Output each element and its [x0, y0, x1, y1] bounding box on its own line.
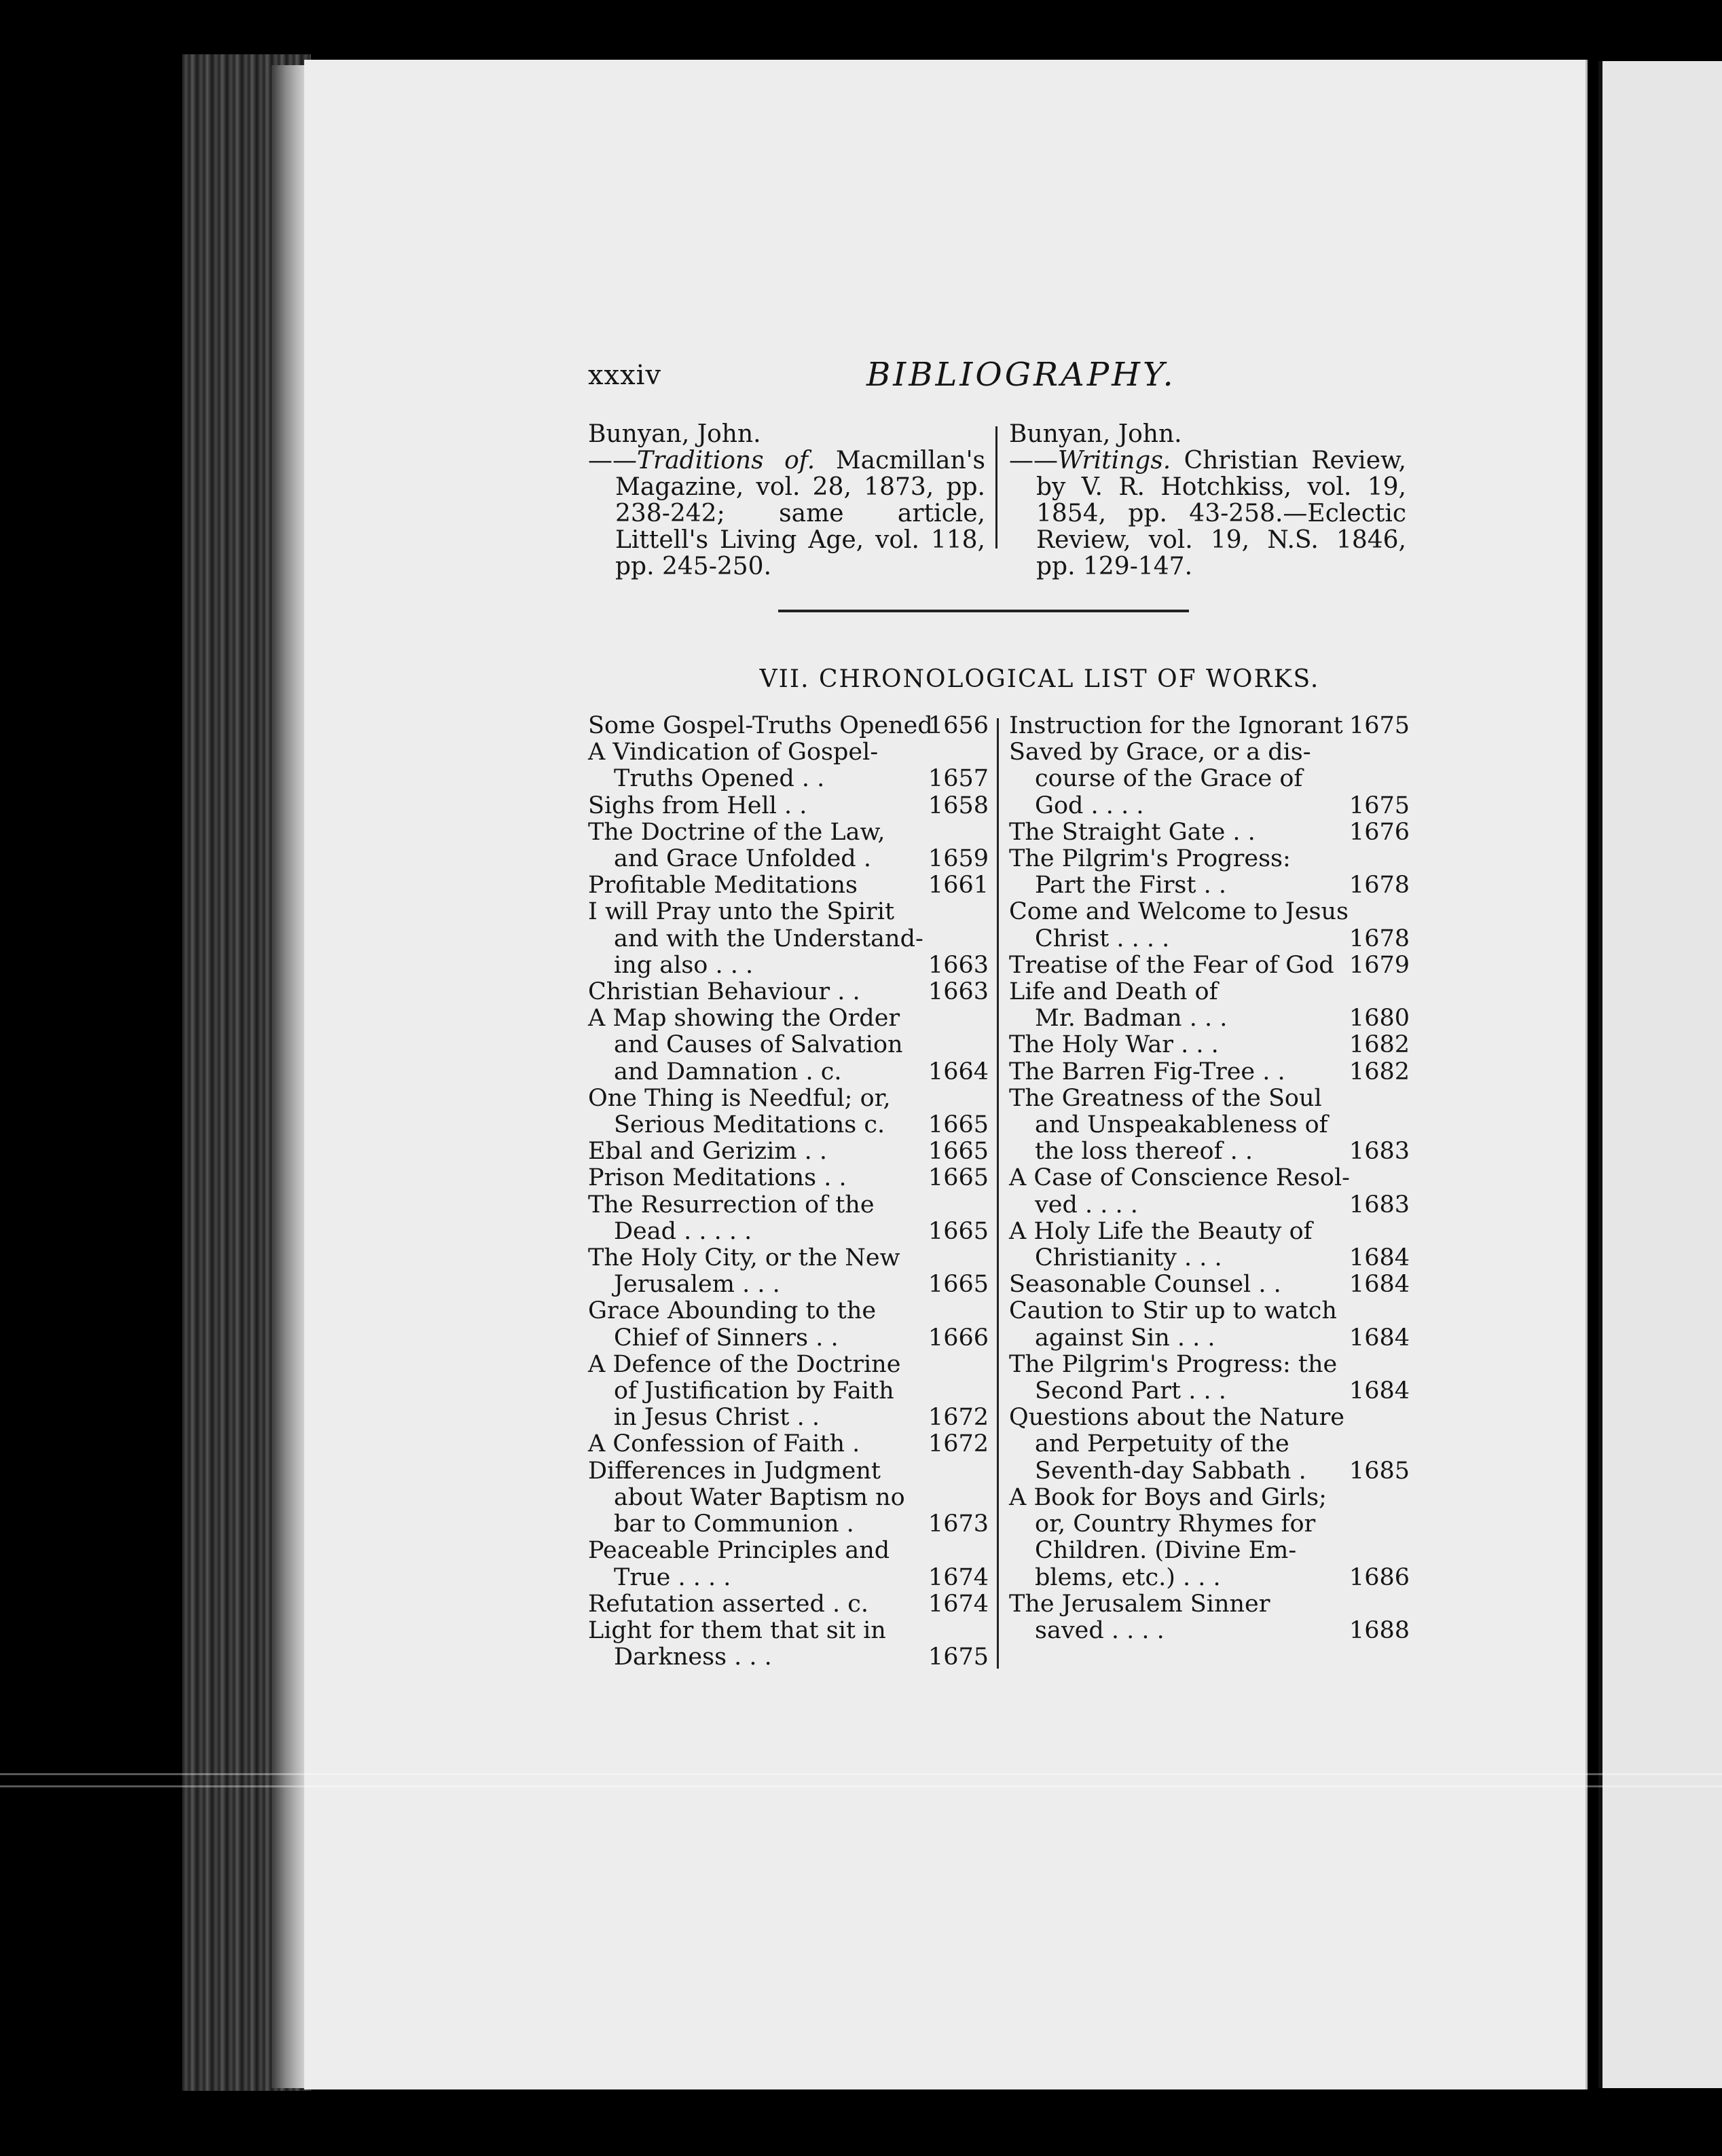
- reference-line: 238-242; same article, Littell's: [615, 500, 985, 554]
- scan-artifact-line: [0, 1785, 1722, 1787]
- work-year: 1684: [1349, 1377, 1410, 1405]
- work-title-line: One Thing is Needful; or,: [588, 1084, 891, 1112]
- work-title-line: The Jerusalem Sinner: [1009, 1590, 1270, 1618]
- work-entry: [1009, 819, 1410, 846]
- reference-title: Writings.: [1058, 447, 1171, 475]
- work-year: 1659: [928, 845, 989, 873]
- column-divider: [997, 718, 999, 1669]
- works-column-left: [588, 713, 989, 1671]
- work-title-line: Seventh-day Sabbath .: [1035, 1457, 1306, 1485]
- page-number: xxxiv: [588, 360, 662, 391]
- reference-line: vol. 19, N.S. 1846, pp. 129-147.: [1036, 526, 1406, 580]
- work-title-line: The Resurrection of the: [588, 1191, 875, 1219]
- work-title-line: A Book for Boys and Girls;: [1009, 1483, 1327, 1511]
- work-entry: [588, 1245, 989, 1298]
- work-entry: [588, 819, 989, 872]
- reference-entry: [1009, 421, 1406, 580]
- work-title-line: A Map showing the Order: [588, 1005, 900, 1033]
- work-year: 1678: [1349, 872, 1410, 899]
- work-title-line: in Jesus Christ . .: [614, 1404, 820, 1432]
- work-title-line: ing also . . .: [614, 951, 754, 979]
- work-title-line: A Holy Life the Beauty of: [1009, 1217, 1313, 1245]
- work-year: 1685: [1349, 1457, 1410, 1485]
- work-title-line: Second Part . . .: [1035, 1377, 1226, 1405]
- work-entry: [1009, 1591, 1410, 1644]
- work-title-line: The Greatness of the Soul: [1009, 1084, 1322, 1112]
- page-gutter: [272, 65, 307, 2088]
- work-entry: [1009, 1059, 1410, 1085]
- work-entry: [1009, 713, 1410, 739]
- reference-line: by V. R. Hotchkiss, vol. 19, 1854,: [1036, 473, 1406, 527]
- work-entry: [588, 1352, 989, 1432]
- scan-artifact-line: [0, 1773, 1722, 1775]
- work-title-line: The Holy City, or the New: [588, 1244, 900, 1272]
- work-title-line: against Sin . . .: [1035, 1324, 1215, 1352]
- work-title-line: Christianity . . .: [1035, 1244, 1222, 1272]
- work-title-line: blems, etc.) . . .: [1035, 1563, 1221, 1591]
- reference-body: [588, 447, 985, 580]
- work-year: 1684: [1349, 1324, 1410, 1352]
- work-year: 1665: [928, 1217, 989, 1245]
- work-title-line: and Unspeakableness of: [1035, 1111, 1328, 1139]
- work-year: 1658: [928, 792, 989, 819]
- work-entry: [588, 713, 989, 739]
- work-entry: [588, 1192, 989, 1245]
- work-title-line: Truths Opened . .: [614, 765, 825, 793]
- work-entry: [1009, 1405, 1410, 1485]
- work-year: 1688: [1349, 1616, 1410, 1644]
- work-title-line: Darkness . . .: [614, 1643, 772, 1671]
- reference-line: Magazine, vol. 28, 1873, pp.: [615, 473, 985, 501]
- work-year: 1665: [928, 1271, 989, 1299]
- work-year: 1665: [928, 1111, 989, 1139]
- work-title-line: Ebal and Gerizim . .: [588, 1138, 827, 1166]
- work-year: 1675: [928, 1643, 989, 1671]
- work-title-line: Treatise of the Fear of God: [1009, 951, 1334, 979]
- work-entry: [588, 1538, 989, 1591]
- work-year: 1664: [928, 1058, 989, 1085]
- work-title-line: God . . . .: [1035, 792, 1144, 819]
- work-title-line: saved . . . .: [1035, 1616, 1165, 1644]
- work-year: 1676: [1349, 818, 1410, 846]
- work-title-line: Chief of Sinners . .: [614, 1324, 839, 1352]
- work-title-line: Some Gospel-Truths Opened: [588, 712, 933, 739]
- work-entry: [1009, 1485, 1410, 1591]
- work-title-line: Jerusalem . . .: [614, 1271, 780, 1299]
- reference-dash: ——: [588, 447, 637, 475]
- facing-page-edge: [1598, 61, 1722, 2088]
- work-entry: [1009, 899, 1410, 952]
- reference-title: Traditions of.: [637, 447, 816, 475]
- section-heading: VII. CHRONOLOGICAL LIST OF WORKS.: [759, 665, 1320, 693]
- work-entry: [588, 1005, 989, 1085]
- work-entry: [1009, 846, 1410, 899]
- work-title-line: Saved by Grace, or a dis-: [1009, 739, 1311, 766]
- work-year: 1673: [928, 1510, 989, 1538]
- work-year: 1666: [928, 1324, 989, 1352]
- work-year: 1672: [928, 1430, 989, 1458]
- work-entry: [1009, 1219, 1410, 1271]
- work-title-line: the loss thereof . .: [1035, 1138, 1253, 1166]
- work-title-line: Dead . . . . .: [614, 1217, 752, 1245]
- running-head: [588, 356, 1403, 401]
- work-title-line: Come and Welcome to Jesus: [1009, 898, 1349, 926]
- work-title-line: about Water Baptism no: [614, 1483, 905, 1511]
- work-year: 1672: [928, 1404, 989, 1432]
- work-title-line: Caution to Stir up to watch: [1009, 1297, 1337, 1325]
- reference-line: Macmillan's: [835, 447, 985, 475]
- work-entry: [1009, 1271, 1410, 1298]
- work-entry: [588, 1458, 989, 1538]
- work-year: 1684: [1349, 1244, 1410, 1272]
- work-title-line: The Pilgrim's Progress:: [1009, 845, 1291, 873]
- work-title-line: A Defence of the Doctrine: [588, 1350, 901, 1378]
- work-title-line: Mr. Badman . . .: [1035, 1005, 1228, 1033]
- work-title-line: A Vindication of Gospel-: [588, 739, 879, 766]
- work-title-line: Seasonable Counsel . .: [1009, 1271, 1281, 1299]
- work-year: 1665: [928, 1138, 989, 1166]
- work-year: 1661: [928, 872, 989, 899]
- reference-entry: [588, 421, 985, 580]
- work-title-line: of Justification by Faith: [614, 1377, 894, 1405]
- section-rule: [778, 610, 1189, 612]
- work-title-line: Sighs from Hell . .: [588, 792, 807, 819]
- reference-line: Living Age, vol. 118, pp. 245-250.: [615, 526, 986, 580]
- work-title-line: or, Country Rhymes for: [1035, 1510, 1316, 1538]
- work-title-line: I will Pray unto the Spirit: [588, 898, 895, 926]
- work-year: 1683: [1349, 1191, 1410, 1219]
- work-title-line: Light for them that sit in: [588, 1616, 886, 1644]
- work-entry: [588, 1085, 989, 1138]
- work-title-line: Refutation asserted . c.: [588, 1590, 869, 1618]
- work-entry: [588, 1591, 989, 1618]
- work-title-line: Life and Death of: [1009, 978, 1218, 1006]
- work-year: 1665: [928, 1164, 989, 1192]
- work-entry: [588, 1165, 989, 1191]
- work-entry: [1009, 1352, 1410, 1405]
- work-title-line: The Pilgrim's Progress: the: [1009, 1350, 1338, 1378]
- work-title-line: A Confession of Faith .: [588, 1430, 860, 1458]
- work-year: 1674: [928, 1590, 989, 1618]
- work-title-line: The Holy War . . .: [1009, 1031, 1219, 1059]
- work-title-line: The Doctrine of the Law,: [588, 818, 885, 846]
- work-entry: [1009, 1165, 1410, 1218]
- work-year: 1684: [1349, 1271, 1410, 1299]
- work-year: 1656: [928, 712, 989, 739]
- work-entry: [588, 979, 989, 1005]
- work-title-line: and Perpetuity of the: [1035, 1430, 1289, 1458]
- reference-line: Christian Review,: [1184, 447, 1406, 475]
- work-title-line: Prison Meditations . .: [588, 1164, 847, 1192]
- work-title-line: Part the First . .: [1035, 872, 1226, 899]
- work-entry: [1009, 1032, 1410, 1058]
- work-title-line: The Straight Gate . .: [1009, 818, 1256, 846]
- work-title-line: course of the Grace of: [1035, 765, 1303, 793]
- work-entry: [1009, 1298, 1410, 1351]
- work-title-line: Christ . . . .: [1035, 925, 1170, 952]
- reference-author: Bunyan, John.: [1009, 420, 1182, 448]
- work-year: 1682: [1349, 1058, 1410, 1085]
- works-column-right: [1009, 713, 1410, 1644]
- work-entry: [588, 1138, 989, 1165]
- work-year: 1679: [1349, 951, 1410, 979]
- work-entry: [588, 739, 989, 792]
- work-year: 1678: [1349, 925, 1410, 952]
- work-title-line: and Causes of Salvation: [614, 1031, 903, 1059]
- work-year: 1686: [1349, 1563, 1410, 1591]
- reference-author: Bunyan, John.: [588, 420, 761, 448]
- work-entry: [588, 872, 989, 899]
- column-divider: [995, 426, 997, 549]
- work-entry: [588, 1618, 989, 1671]
- reference-body: [1009, 447, 1406, 580]
- reference-line: pp. 43-258.—Eclectic Review,: [1036, 500, 1406, 554]
- work-entry: [1009, 952, 1410, 979]
- work-title-line: Differences in Judgment: [588, 1457, 881, 1485]
- work-title-line: and with the Understand-: [614, 925, 923, 952]
- running-title: BIBLIOGRAPHY.: [866, 356, 1176, 394]
- work-entry: [588, 1298, 989, 1351]
- bibliography-references: [588, 420, 1406, 580]
- work-year: 1683: [1349, 1138, 1410, 1166]
- work-title-line: Children. (Divine Em-: [1035, 1537, 1297, 1565]
- work-title-line: bar to Communion .: [614, 1510, 854, 1538]
- work-title-line: Instruction for the Ignorant: [1009, 712, 1343, 739]
- work-year: 1675: [1349, 712, 1410, 739]
- work-entry: [1009, 1085, 1410, 1166]
- work-title-line: Grace Abounding to the: [588, 1297, 877, 1325]
- work-title-line: ved . . . .: [1035, 1191, 1138, 1219]
- work-entry: [588, 899, 989, 979]
- work-title-line: Christian Behaviour . .: [588, 978, 860, 1006]
- work-year: 1663: [928, 951, 989, 979]
- work-title-line: The Barren Fig-Tree . .: [1009, 1058, 1285, 1085]
- work-title-line: and Damnation . c.: [614, 1058, 842, 1085]
- work-title-line: True . . . .: [614, 1563, 731, 1591]
- reference-dash: ——: [1009, 447, 1058, 475]
- work-title-line: Peaceable Principles and: [588, 1537, 890, 1565]
- work-entry: [588, 1431, 989, 1457]
- work-title-line: and Grace Unfolded .: [614, 845, 871, 873]
- work-entry: [1009, 739, 1410, 819]
- work-year: 1663: [928, 978, 989, 1006]
- work-year: 1674: [928, 1563, 989, 1591]
- work-title-line: A Case of Conscience Resol-: [1009, 1164, 1350, 1192]
- work-title-line: Profitable Meditations: [588, 872, 858, 899]
- work-year: 1675: [1349, 792, 1410, 819]
- work-year: 1682: [1349, 1031, 1410, 1059]
- work-entry: [1009, 979, 1410, 1032]
- work-entry: [588, 793, 989, 819]
- work-title-line: Serious Meditations c.: [614, 1111, 885, 1139]
- work-year: 1680: [1349, 1005, 1410, 1033]
- work-year: 1657: [928, 765, 989, 793]
- work-title-line: Questions about the Nature: [1009, 1404, 1344, 1432]
